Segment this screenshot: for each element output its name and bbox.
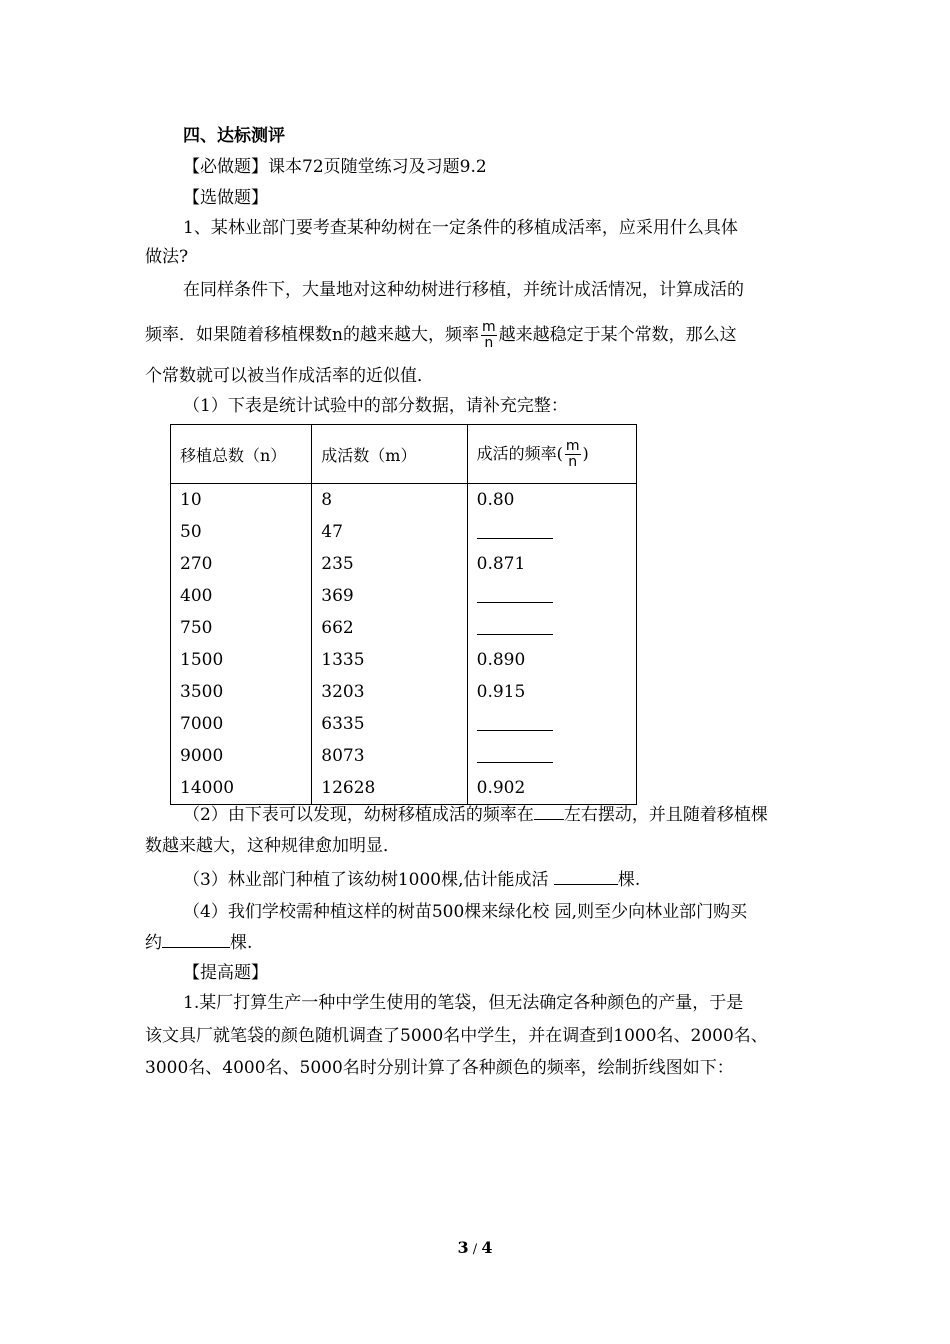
header-survived: 成活数（m）: [312, 425, 467, 484]
table-row: [171, 772, 637, 805]
part-2-start: （2）由下表可以发现，幼树移植成活的频率在: [183, 805, 534, 825]
cell-survived: 47: [312, 516, 467, 548]
advanced-line-1: 1.某厂打算生产一种中学生使用的笔袋，但无法确定各种颜色的产量，于是: [183, 993, 744, 1013]
section-title: 四、达标测评: [183, 126, 285, 146]
frequency-fraction: [481, 320, 497, 351]
advanced-line-2: 该文具厂就笔袋的颜色随机调查了5000名中学生，并在调查到1000名、2000名、: [145, 1026, 768, 1046]
cell-total-planted: 270: [171, 548, 312, 580]
cell-survived: 235: [312, 548, 467, 580]
cell-frequency: 0.80: [467, 484, 636, 517]
header-frequency-fraction: [565, 439, 581, 470]
cell-total-planted: 7000: [171, 708, 312, 740]
frequency-blank[interactable]: [477, 617, 553, 635]
advanced-line-3: 3000名、4000名、5000名时分别计算了各种颜色的频率，绘制折线图如下：: [145, 1058, 734, 1078]
cell-frequency: 0.915: [467, 676, 636, 708]
part-2-line-1: [183, 802, 848, 827]
cell-survived: 6335: [312, 708, 467, 740]
part-4-start: 约: [145, 933, 162, 953]
cell-survived: 8: [312, 484, 467, 517]
answer-line-3: 个常数就可以被当作成活率的近似值．: [145, 366, 434, 386]
part-4-end: 棵.: [230, 933, 253, 953]
answer-line-2-start: 频率．如果随着移植棵数n的越来越大，频率: [145, 325, 479, 345]
cell-total-planted: 10: [171, 484, 312, 517]
part-3-start: （3）林业部门种植了该幼树1000棵,估计能成活: [183, 870, 554, 890]
cell-frequency: [467, 708, 636, 740]
cell-frequency: 0.902: [467, 772, 636, 805]
fraction-denominator: n: [484, 335, 494, 351]
question-1-line-1: 1、某林业部门要考查某种幼树在一定条件的移植成活率，应采用什么具体: [183, 218, 738, 238]
fraction-numerator: m: [481, 319, 496, 335]
cell-frequency: [467, 516, 636, 548]
frequency-blank[interactable]: [477, 585, 553, 603]
cell-survived: 369: [312, 580, 467, 612]
part-2-line-2: 数越来越大，这种规律愈加明显．: [145, 836, 400, 856]
table-row: [171, 612, 637, 644]
cell-total-planted: 14000: [171, 772, 312, 805]
header-fraction-denominator: n: [568, 453, 578, 470]
part-2-blank[interactable]: [534, 802, 564, 820]
answer-line-1: 在同样条件下，大量地对这种幼树进行移植，并统计成活情况，计算成活的: [183, 280, 744, 300]
table-row: [171, 548, 637, 580]
table-row: [171, 484, 637, 517]
table-row: [171, 644, 637, 676]
cell-survived: 3203: [312, 676, 467, 708]
cell-survived: 662: [312, 612, 467, 644]
cell-total-planted: 1500: [171, 644, 312, 676]
table-row: [171, 676, 637, 708]
answer-line-2: [145, 320, 810, 351]
frequency-blank[interactable]: [477, 745, 553, 763]
part-3-blank[interactable]: [554, 867, 618, 885]
header-frequency-close: ): [582, 443, 589, 463]
cell-frequency: [467, 612, 636, 644]
cell-survived: 8073: [312, 740, 467, 772]
required-exercise: 【必做题】课本72页随堂练习及习题9.2: [183, 157, 487, 177]
part-3-end: 棵.: [617, 870, 641, 890]
table-row: [171, 708, 637, 740]
table-header-row: [171, 425, 637, 484]
question-1-line-2: 做法?: [145, 247, 189, 267]
header-frequency: [467, 425, 636, 484]
page-total: 4: [481, 1238, 493, 1257]
header-total-planted: 移植总数（n）: [171, 425, 312, 484]
part-1-instruction: （1）下表是统计试验中的部分数据，请补充完整：: [183, 396, 568, 416]
table-row: [171, 740, 637, 772]
cell-survived: 12628: [312, 772, 467, 805]
header-frequency-label: 成活的频率(: [476, 443, 563, 463]
cell-total-planted: 750: [171, 612, 312, 644]
cell-total-planted: 9000: [171, 740, 312, 772]
part-3: [183, 867, 848, 892]
table-body: [171, 484, 637, 805]
optional-heading: 【选做题】: [183, 188, 268, 208]
page-number: [0, 1238, 950, 1257]
cell-total-planted: 400: [171, 580, 312, 612]
page-separator: /: [468, 1242, 482, 1257]
part-4-line-2: [145, 930, 810, 955]
page-current: 3: [457, 1238, 469, 1257]
advanced-heading: 【提高题】: [183, 963, 268, 983]
part-4-line-1: （4）我们学校需种植这样的树苗500棵来绿化校 园,则至少向林业部门购买: [183, 902, 748, 922]
part-4-blank[interactable]: [162, 930, 230, 948]
table-row: [171, 516, 637, 548]
answer-line-2-end: 越来越稳定于某个常数，那么这: [498, 325, 737, 345]
frequency-blank[interactable]: [477, 713, 553, 731]
header-fraction-numerator: m: [565, 437, 580, 454]
cell-frequency: 0.871: [467, 548, 636, 580]
cell-total-planted: 3500: [171, 676, 312, 708]
cell-frequency: [467, 580, 636, 612]
cell-survived: 1335: [312, 644, 467, 676]
cell-total-planted: 50: [171, 516, 312, 548]
survival-rate-table: [170, 424, 637, 805]
part-2-end: 左右摆动，并且随着移植棵: [563, 805, 768, 825]
cell-frequency: 0.890: [467, 644, 636, 676]
table-row: [171, 580, 637, 612]
cell-frequency: [467, 740, 636, 772]
frequency-blank[interactable]: [477, 521, 553, 539]
